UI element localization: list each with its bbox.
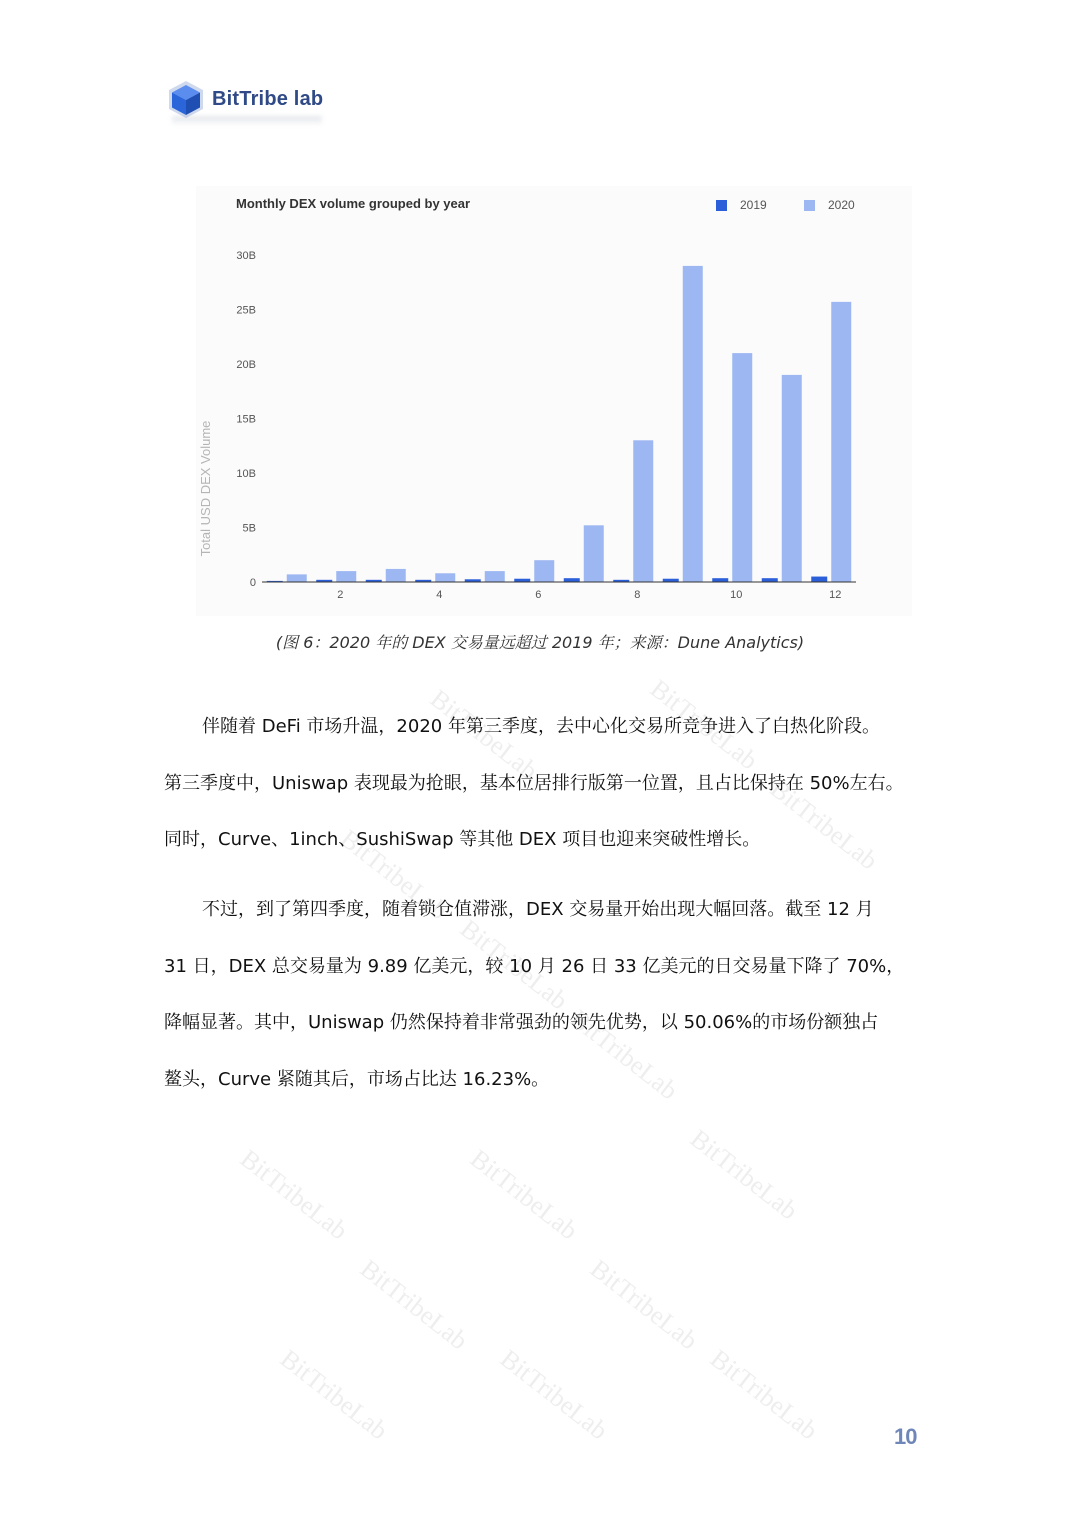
y-tick-label: 0 [249, 577, 256, 589]
y-tick-label: 5B [242, 522, 256, 535]
bar-2020 [386, 569, 406, 582]
paragraph-1 [164, 699, 920, 869]
x-axis [337, 589, 841, 601]
logo-reflection [172, 116, 322, 126]
watermark: BitTribeLab [704, 1343, 824, 1446]
text-line: 同时，Curve、1inch、SushiSwap 等其他 DEX 项目也迎来突破性增长。 [164, 829, 761, 850]
watermark: BitTribeLab [354, 1253, 474, 1356]
watermark: BitTribeLab [424, 683, 544, 786]
y-tick-label: 10B [236, 468, 256, 480]
bar-chart [196, 186, 912, 616]
x-tick-label: 10 [730, 589, 743, 601]
watermark: BitTribeLab [454, 913, 574, 1016]
brand-logo [164, 78, 324, 128]
bar-2020 [683, 266, 703, 582]
chart-legend [716, 198, 855, 212]
y-tick-label: 25B [236, 304, 256, 317]
x-tick-label: 6 [535, 589, 542, 601]
legend-label: 2020 [828, 198, 855, 212]
bar-2020 [336, 571, 356, 582]
watermark: BitTribeLab [234, 1143, 354, 1246]
bar-2019 [564, 578, 580, 582]
y-tick-label: 30B [236, 250, 256, 262]
watermark: BitTribeLab [274, 1343, 394, 1446]
watermark: BitTribeLab [564, 1003, 684, 1106]
figure-caption: (图 6：2020 年的 DEX 交易量远超过 2019 年；来源：Dune Analytics) [275, 633, 805, 652]
text-line: 降幅显著。其中，Uniswap 仍然保持着非常强劲的领先优势，以 50.06%的市场份额独占 [164, 1012, 879, 1033]
bar-2020 [534, 560, 554, 582]
bar-2020 [732, 353, 752, 582]
bars [267, 266, 852, 582]
watermark: BitTribeLab [764, 773, 884, 876]
y-axis-label: Total USD DEX Volume [198, 420, 213, 557]
watermark: BitTribeLab [494, 1343, 614, 1446]
watermark: BitTribeLab [584, 1253, 704, 1356]
bar-2019 [762, 578, 778, 582]
x-tick-label: 4 [436, 589, 443, 601]
text-line: 不过，到了第四季度，随着锁仓值滞涨，DEX 交易量开始出现大幅回落。截至 12 月 [202, 899, 874, 920]
bar-2019 [811, 577, 827, 582]
legend-swatch [804, 200, 815, 211]
watermark: BitTribeLab [684, 1123, 804, 1226]
bar-2020 [287, 574, 307, 582]
paragraph-2 [164, 882, 920, 1108]
y-axis [236, 250, 256, 589]
bar-2020 [831, 302, 851, 582]
y-tick-label: 20B [236, 359, 256, 371]
bar-2020 [485, 571, 505, 582]
page-number: 10 [894, 1424, 917, 1449]
bar-2020 [584, 525, 604, 582]
bar-2020 [633, 440, 653, 582]
watermark: BitTribeLab [464, 1143, 584, 1246]
bar-2019 [712, 578, 728, 582]
legend-label: 2019 [740, 198, 767, 212]
bar-2020 [782, 375, 802, 582]
x-tick-label: 12 [829, 589, 842, 601]
y-tick-label: 15B [236, 413, 256, 426]
x-tick-label: 2 [337, 589, 344, 601]
legend-swatch [716, 200, 727, 211]
text-line: 鳌头，Curve 紧随其后，市场占比达 16.23%。 [164, 1068, 550, 1090]
brand-name: BitTribe lab [212, 88, 324, 110]
chart-title: Monthly DEX volume grouped by year [236, 196, 471, 211]
watermark: BitTribeLab [334, 823, 454, 926]
bar-2020 [435, 573, 455, 582]
text-line: 31 日，DEX 总交易量为 9.89 亿美元，较 10 月 26 日 33 亿美元的日交易量下降了 70%， [164, 955, 905, 977]
text-line: 第三季度中，Uniswap 表现最为抢眼，基本位居排行版第一位置，且占比保持在 50%左右。 [164, 772, 904, 794]
text-line: 伴随着 DeFi 市场升温，2020 年第三季度，去中心化交易所竞争进入了白热化阶段。 [202, 716, 880, 737]
dex-volume-chart [196, 186, 912, 616]
x-tick-label: 8 [634, 589, 641, 601]
watermark: BitTribeLab [644, 673, 764, 776]
